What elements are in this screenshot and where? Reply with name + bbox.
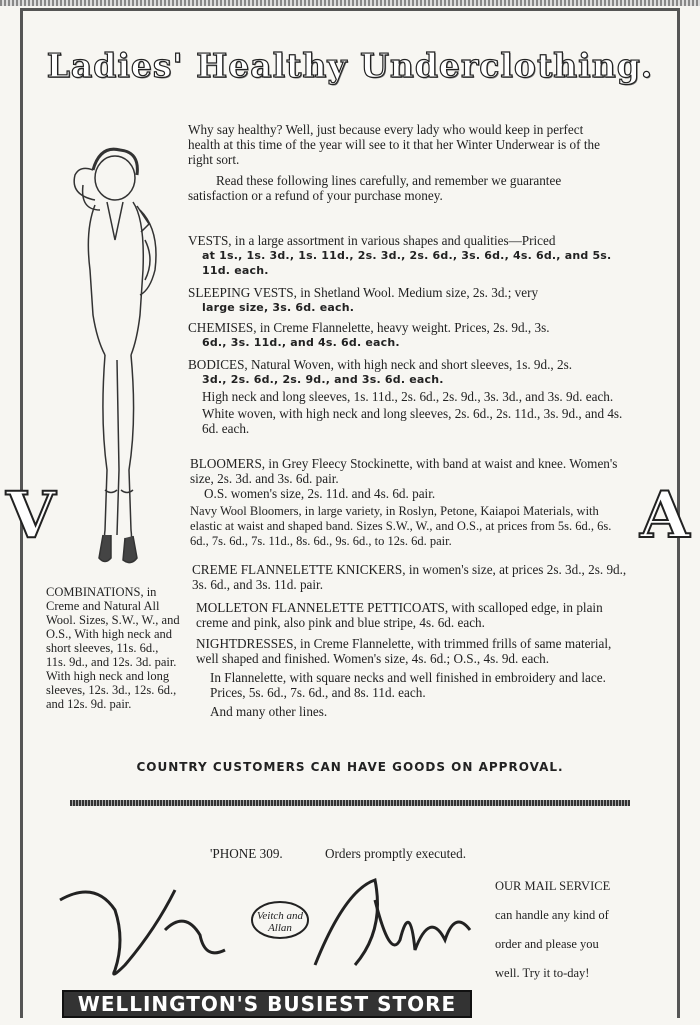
mail-line-2: can handle any kind of xyxy=(495,908,609,922)
bloomers-item xyxy=(190,456,625,549)
sleeping-vests-prices: large size, 3s. 6d. each. xyxy=(202,301,355,314)
phone-number: 'PHONE 309. xyxy=(210,846,283,861)
top-border xyxy=(0,0,700,6)
sleeping-vests-item xyxy=(188,285,623,315)
vests-prices: at 1s., 1s. 3d., 1s. 11d., 2s. 3d., 2s. 6d., 3s. 6d., 4s. 6d., and 5s. 11d. each. xyxy=(202,249,612,277)
bloomers-navy: Navy Wool Bloomers, in large variety, in Roslyn, Petone, Kaiapoi Materials, with elastic at waist and shaped band. Sizes S.W., W., and O.S., at prices from 5s. 6d., 6s. 6d., 7s. 6d., 7s. 11d., 8s. 6d., 9s. 6d., to 12s. 6d. pair. xyxy=(190,504,612,548)
sleeping-vests-text: in Shetland Wool. Medium size, 2s. 3d.; very xyxy=(300,285,539,300)
bodices-text: Natural Woven, with high neck and short sleeves, 1s. 9d., 2s. xyxy=(251,357,573,372)
bloomers-text: in Grey Fleecy Stockinette, with band at waist and knee. Women's size, 2s. 3d. and 3s. 6d. pair. xyxy=(190,456,618,486)
nightdresses-other: And many other lines. xyxy=(210,704,328,719)
nightdresses-text: in Creme Flannelette, with trimmed frills of same material, well shaped and finished. Women's size, 4s. 6d.; O.S., 4s. 9d. each. xyxy=(196,636,612,666)
intro-paragraph-1: Why say healthy? Well, just because every lady who would keep in perfect health at this time of the year will see to it that her Winter Underwear is of the right sort. xyxy=(188,122,600,167)
bodices-white-woven: White woven, with high neck and long sleeves, 2s. 6d., 2s. 11d., 3s. 9d., and 4s. 6d. each. xyxy=(202,406,623,436)
woman-illustration xyxy=(45,140,185,570)
knickers-item xyxy=(192,562,627,592)
bodices-prices: 3d., 2s. 6d., 2s. 9d., and 3s. 6d. each. xyxy=(202,373,444,386)
vests-text: in a large assortment in various shapes and qualities—Priced xyxy=(234,233,556,248)
country-customers-notice: COUNTRY CUSTOMERS CAN HAVE GOODS ON APPROVAL. xyxy=(136,760,564,774)
bloomers-name: BLOOMERS, xyxy=(190,456,266,471)
store-banner: WELLINGTON'S BUSIEST STORE xyxy=(62,990,472,1018)
vests-name: VESTS, xyxy=(188,233,232,248)
petticoats-item xyxy=(196,600,626,630)
combinations-item: COMBINATIONS, in Creme and Natural All Wool. Sizes, S.W., W., and O.S., With high neck and short sleeves, 11s. 6d., 11s. 9d., and 12s. 3d. pair. With high neck and long sleeves, 12s. 3d., 12s. 6d., and 12s. 9d. pair. xyxy=(46,585,180,711)
vests-item xyxy=(188,233,623,278)
nightdresses-flannelette: In Flannelette, with square necks and well finished in embroidery and lace. Prices, 5s. 6d., 7s. 6d., and 8s. 11d. each. xyxy=(210,670,606,700)
big-letter-v: V xyxy=(6,478,56,553)
sleeping-vests-name: SLEEPING VESTS, xyxy=(188,285,297,300)
ad-title: Ladies' Healthy Underclothing. xyxy=(46,46,654,85)
intro-paragraph-2: Read these following lines carefully, and remember we guarantee satisfaction or a refund of your purchase money. xyxy=(188,173,562,203)
chemises-prices: 6d., 3s. 11d., and 4s. 6d. each. xyxy=(202,336,400,349)
petticoats-name: MOLLETON FLANNELETTE PETTICOATS, xyxy=(196,600,449,615)
divider-rule xyxy=(70,800,630,806)
bloomers-os: O.S. women's size, 2s. 11d. and 4s. 6d. pair. xyxy=(204,486,436,501)
bodices-name: BODICES, xyxy=(188,357,248,372)
bodices-item xyxy=(188,357,623,436)
chemises-item xyxy=(188,320,623,350)
bodices-long-sleeves: High neck and long sleeves, 1s. 11d., 2s. 6d., 2s. 9d., 3s. 3d., and 3s. 9d. each. xyxy=(202,389,614,404)
logo-text: Veitch and Allan xyxy=(256,910,304,934)
petticoats-text: with scalloped edge, in plain creme and pink, also pink and blue stripe, 4s. 6d. each. xyxy=(196,600,603,630)
big-letter-a: A xyxy=(640,478,690,553)
nightdresses-name: NIGHTDRESSES, xyxy=(196,636,297,651)
knickers-text: in women's size, at prices 2s. 3d., 2s. 9d., 3s. 6d., and 3s. 11d. pair. xyxy=(192,562,627,592)
nightdresses-item xyxy=(196,636,626,719)
mail-line-1: OUR MAIL SERVICE xyxy=(495,879,611,893)
mail-line-3: order and please you xyxy=(495,937,599,951)
chemises-text: in Creme Flannelette, heavy weight. Prices, 2s. 9d., 3s. xyxy=(259,320,550,335)
knickers-name: CREME FLANNELETTE KNICKERS, xyxy=(192,562,406,577)
mail-line-4: well. Try it to-day! xyxy=(495,966,590,980)
chemises-name: CHEMISES, xyxy=(188,320,257,335)
mail-service-block xyxy=(495,872,645,988)
orders-note: Orders promptly executed. xyxy=(325,846,466,861)
intro-block xyxy=(188,122,618,203)
